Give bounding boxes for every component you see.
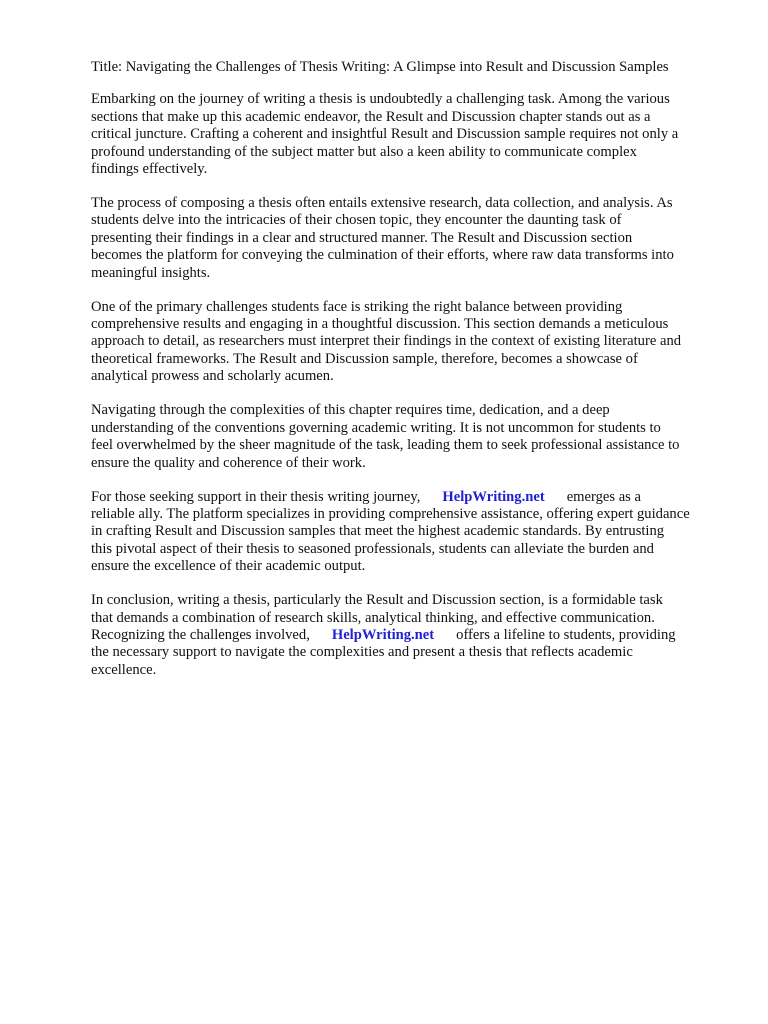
paragraph-line: becomes the platform for conveying the culmination of their efforts, where raw data transforms into <box>91 247 674 264</box>
paragraph-line: The process of composing a thesis often entails extensive research, data collection, and analysis. As <box>91 195 673 212</box>
helpwriting-link[interactable]: HelpWriting.net <box>331 626 435 643</box>
paragraph-line: this pivotal aspect of their thesis to seasoned professionals, students can alleviate the burden and <box>91 540 654 557</box>
paragraph-line: profound understanding of the subject matter but also a keen ability to communicate complex <box>91 143 637 160</box>
paragraph-line: presenting their findings in a clear and structured manner. The Result and Discussion section <box>91 229 633 246</box>
paragraph-challenges <box>91 299 736 386</box>
paragraph-line: Navigating through the complexities of this chapter requires time, dedication, and a deep <box>91 402 610 419</box>
paragraph-line-with-link <box>91 489 736 506</box>
helpwriting-link[interactable]: HelpWriting.net <box>442 488 545 505</box>
paragraph-line: that demands a combination of research skills, analytical thinking, and effective communication. <box>91 609 655 626</box>
paragraph-line: critical juncture. Crafting a coherent and insightful Result and Discussion sample requires not only a <box>91 126 679 143</box>
conclusion-text-after-link: offers a lifeline to students, providing <box>456 626 676 643</box>
paragraph-line: In conclusion, writing a thesis, particularly the Result and Discussion section, is a formidable task <box>91 592 663 609</box>
paragraph-line: excellence. <box>91 661 157 678</box>
paragraph-line-with-link <box>91 627 736 644</box>
paragraph-line: students delve into the intricacies of their chosen topic, they encounter the daunting task of <box>91 212 622 229</box>
conclusion-text-before-link: Recognizing the challenges involved, <box>91 626 310 643</box>
paragraph-line: Embarking on the journey of writing a thesis is undoubtedly a challenging task. Among the various <box>91 91 670 108</box>
paragraph-process <box>91 195 736 282</box>
paragraph-line: in crafting Result and Discussion samples that meet the highest academic standards. By entrusting <box>91 523 665 540</box>
document-body <box>91 59 736 696</box>
support-text-after-link: emerges as a <box>566 488 641 505</box>
paragraph-line: findings effectively. <box>91 161 208 178</box>
paragraph-line: understanding of the conventions governing academic writing. It is not uncommon for students to <box>91 419 661 436</box>
paragraph-line: ensure the quality and coherence of their work. <box>91 454 366 471</box>
paragraph-intro <box>91 91 736 178</box>
paragraph-line: the necessary support to navigate the complexities and present a thesis that reflects academic <box>91 644 633 661</box>
paragraph-support <box>91 489 736 576</box>
paragraph-line: approach to detail, as researchers must interpret their findings in the context of existing literature and <box>91 333 682 350</box>
paragraph-conclusion <box>91 592 736 679</box>
paragraph-line: sections that make up this academic endeavor, the Result and Discussion chapter stands out as a <box>91 108 651 125</box>
document-title: Title: Navigating the Challenges of Thesis Writing: A Glimpse into Result and Discussion Samples <box>91 59 669 75</box>
paragraph-line: meaningful insights. <box>91 264 211 281</box>
paragraph-line: feel overwhelmed by the sheer magnitude of the task, leading them to seek professional assistance to <box>91 437 680 454</box>
paragraph-line: One of the primary challenges students face is striking the right balance between providing <box>91 298 623 315</box>
paragraph-line: analytical prowess and scholarly acumen. <box>91 368 334 385</box>
support-text-before-link: For those seeking support in their thesis writing journey, <box>91 488 421 505</box>
paragraph-line: reliable ally. The platform specializes in providing comprehensive assistance, offering expert guidance <box>91 505 690 522</box>
paragraph-line: theoretical frameworks. The Result and Discussion sample, therefore, becomes a showcase of <box>91 350 638 367</box>
paragraph-line: ensure the excellence of their academic output. <box>91 558 366 575</box>
paragraph-line: comprehensive results and engaging in a thoughtful discussion. This section demands a meticulous <box>91 316 669 333</box>
paragraph-navigating <box>91 402 736 472</box>
